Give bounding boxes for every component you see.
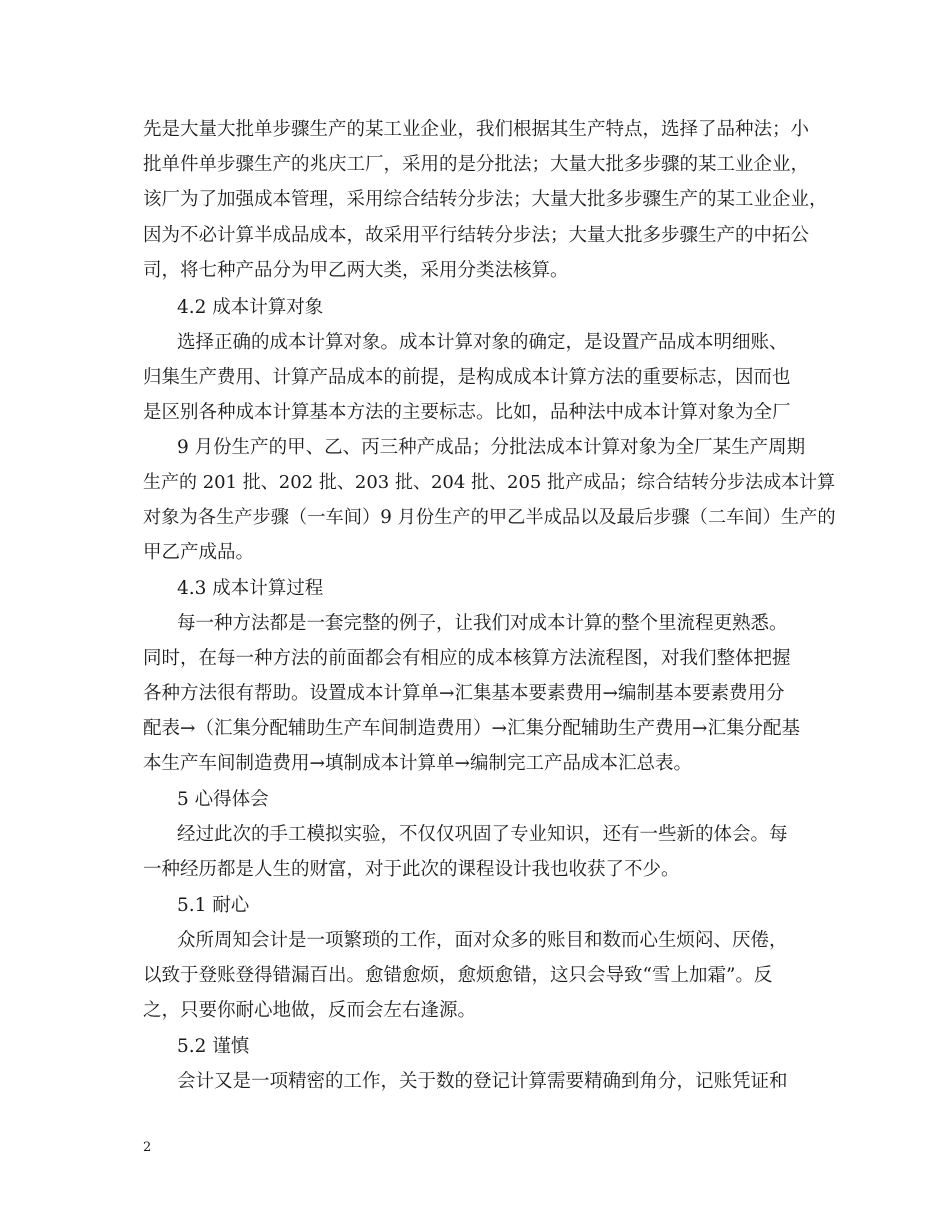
- body-text-line: 本生产车间制造费用→填制成本计算单→编制完工产品成本汇总表。: [143, 753, 693, 774]
- section-heading-5-2: 5.2 谨慎: [177, 1036, 250, 1057]
- section-heading-5-1: 5.1 耐心: [177, 895, 250, 916]
- body-text-line: 先是大量大批单步骤生产的某工业企业，我们根据其生产特点，选择了品种法；小: [143, 119, 810, 140]
- body-text-line: 是区别各种成本计算基本方法的主要标志。比如，品种法中成本计算对象为全厂: [143, 402, 791, 423]
- body-text-line: 同时，在每一种方法的前面都会有相应的成本核算方法流程图，对我们整体把握: [143, 648, 791, 669]
- body-text-line: 配表→（汇集分配辅助生产车间制造费用）→汇集分配辅助生产费用→汇集分配基: [143, 718, 801, 739]
- body-text-line: 经过此次的手工模拟实验，不仅仅巩固了专业知识，还有一些新的体会。每: [177, 824, 788, 845]
- body-text-line: 对象为各生产步骤（一车间）9 月份生产的甲乙半成品以及最后步骤（二车间）生产的: [143, 507, 836, 528]
- body-text-line: 以致于登账登得错漏百出。愈错愈烦，愈烦愈错，这只会导致“雪上加霜”。反: [143, 965, 773, 986]
- body-text-line: 生产的 201 批、202 批、203 批、204 批、205 批产成品；综合结转分步法成本计算: [143, 472, 836, 493]
- body-text-line: 该厂为了加强成本管理，采用综合结转分步法；大量大批多步骤生产的某工业企业，: [143, 189, 828, 210]
- body-text-line: 因为不必计算半成品成本，故采用平行结转分步法；大量大批多步骤生产的中拓公: [143, 225, 810, 246]
- body-text-line: 会计又是一项精密的工作，关于数的登记计算需要精确到角分，记账凭证和: [177, 1071, 788, 1092]
- body-text-line: 选择正确的成本计算对象。成本计算对象的确定，是设置产品成本明细账、: [177, 332, 788, 353]
- body-text-line: 归集生产费用、计算产品成本的前提，是构成成本计算方法的重要标志，因而也: [143, 367, 791, 388]
- body-text-line: 甲乙产成品。: [143, 542, 255, 563]
- body-text-line: 一种经历都是人生的财富，对于此次的课程设计我也收获了不少。: [143, 859, 680, 880]
- body-text-line: 之，只要你耐心地做，反而会左右逢源。: [143, 1000, 477, 1021]
- section-heading-5: 5 心得体会: [177, 789, 269, 810]
- section-heading-4-3: 4.3 成本计算过程: [177, 578, 324, 599]
- page-number: 2: [143, 1140, 152, 1155]
- section-heading-4-2: 4.2 成本计算对象: [177, 297, 324, 318]
- body-text-line: 每一种方法都是一套完整的例子，让我们对成本计算的整个里流程更熟悉。: [177, 613, 788, 634]
- body-text-line: 各种方法很有帮助。设置成本计算单→汇集基本要素费用→编制基本要素费用分: [143, 683, 785, 704]
- body-text-line: 司，将七种产品分为甲乙两大类，采用分类法核算。: [143, 260, 569, 281]
- body-text-line: 批单件单步骤生产的兆庆工厂，采用的是分批法；大量大批多步骤的某工业企业，: [143, 154, 810, 175]
- body-text-line: 众所周知会计是一项繁琐的工作，面对众多的账目和数而心生烦闷、厌倦，: [177, 930, 788, 951]
- body-text-line: 9 月份生产的甲、乙、丙三种产成品；分批法成本计算对象为全厂某生产周期: [177, 437, 806, 458]
